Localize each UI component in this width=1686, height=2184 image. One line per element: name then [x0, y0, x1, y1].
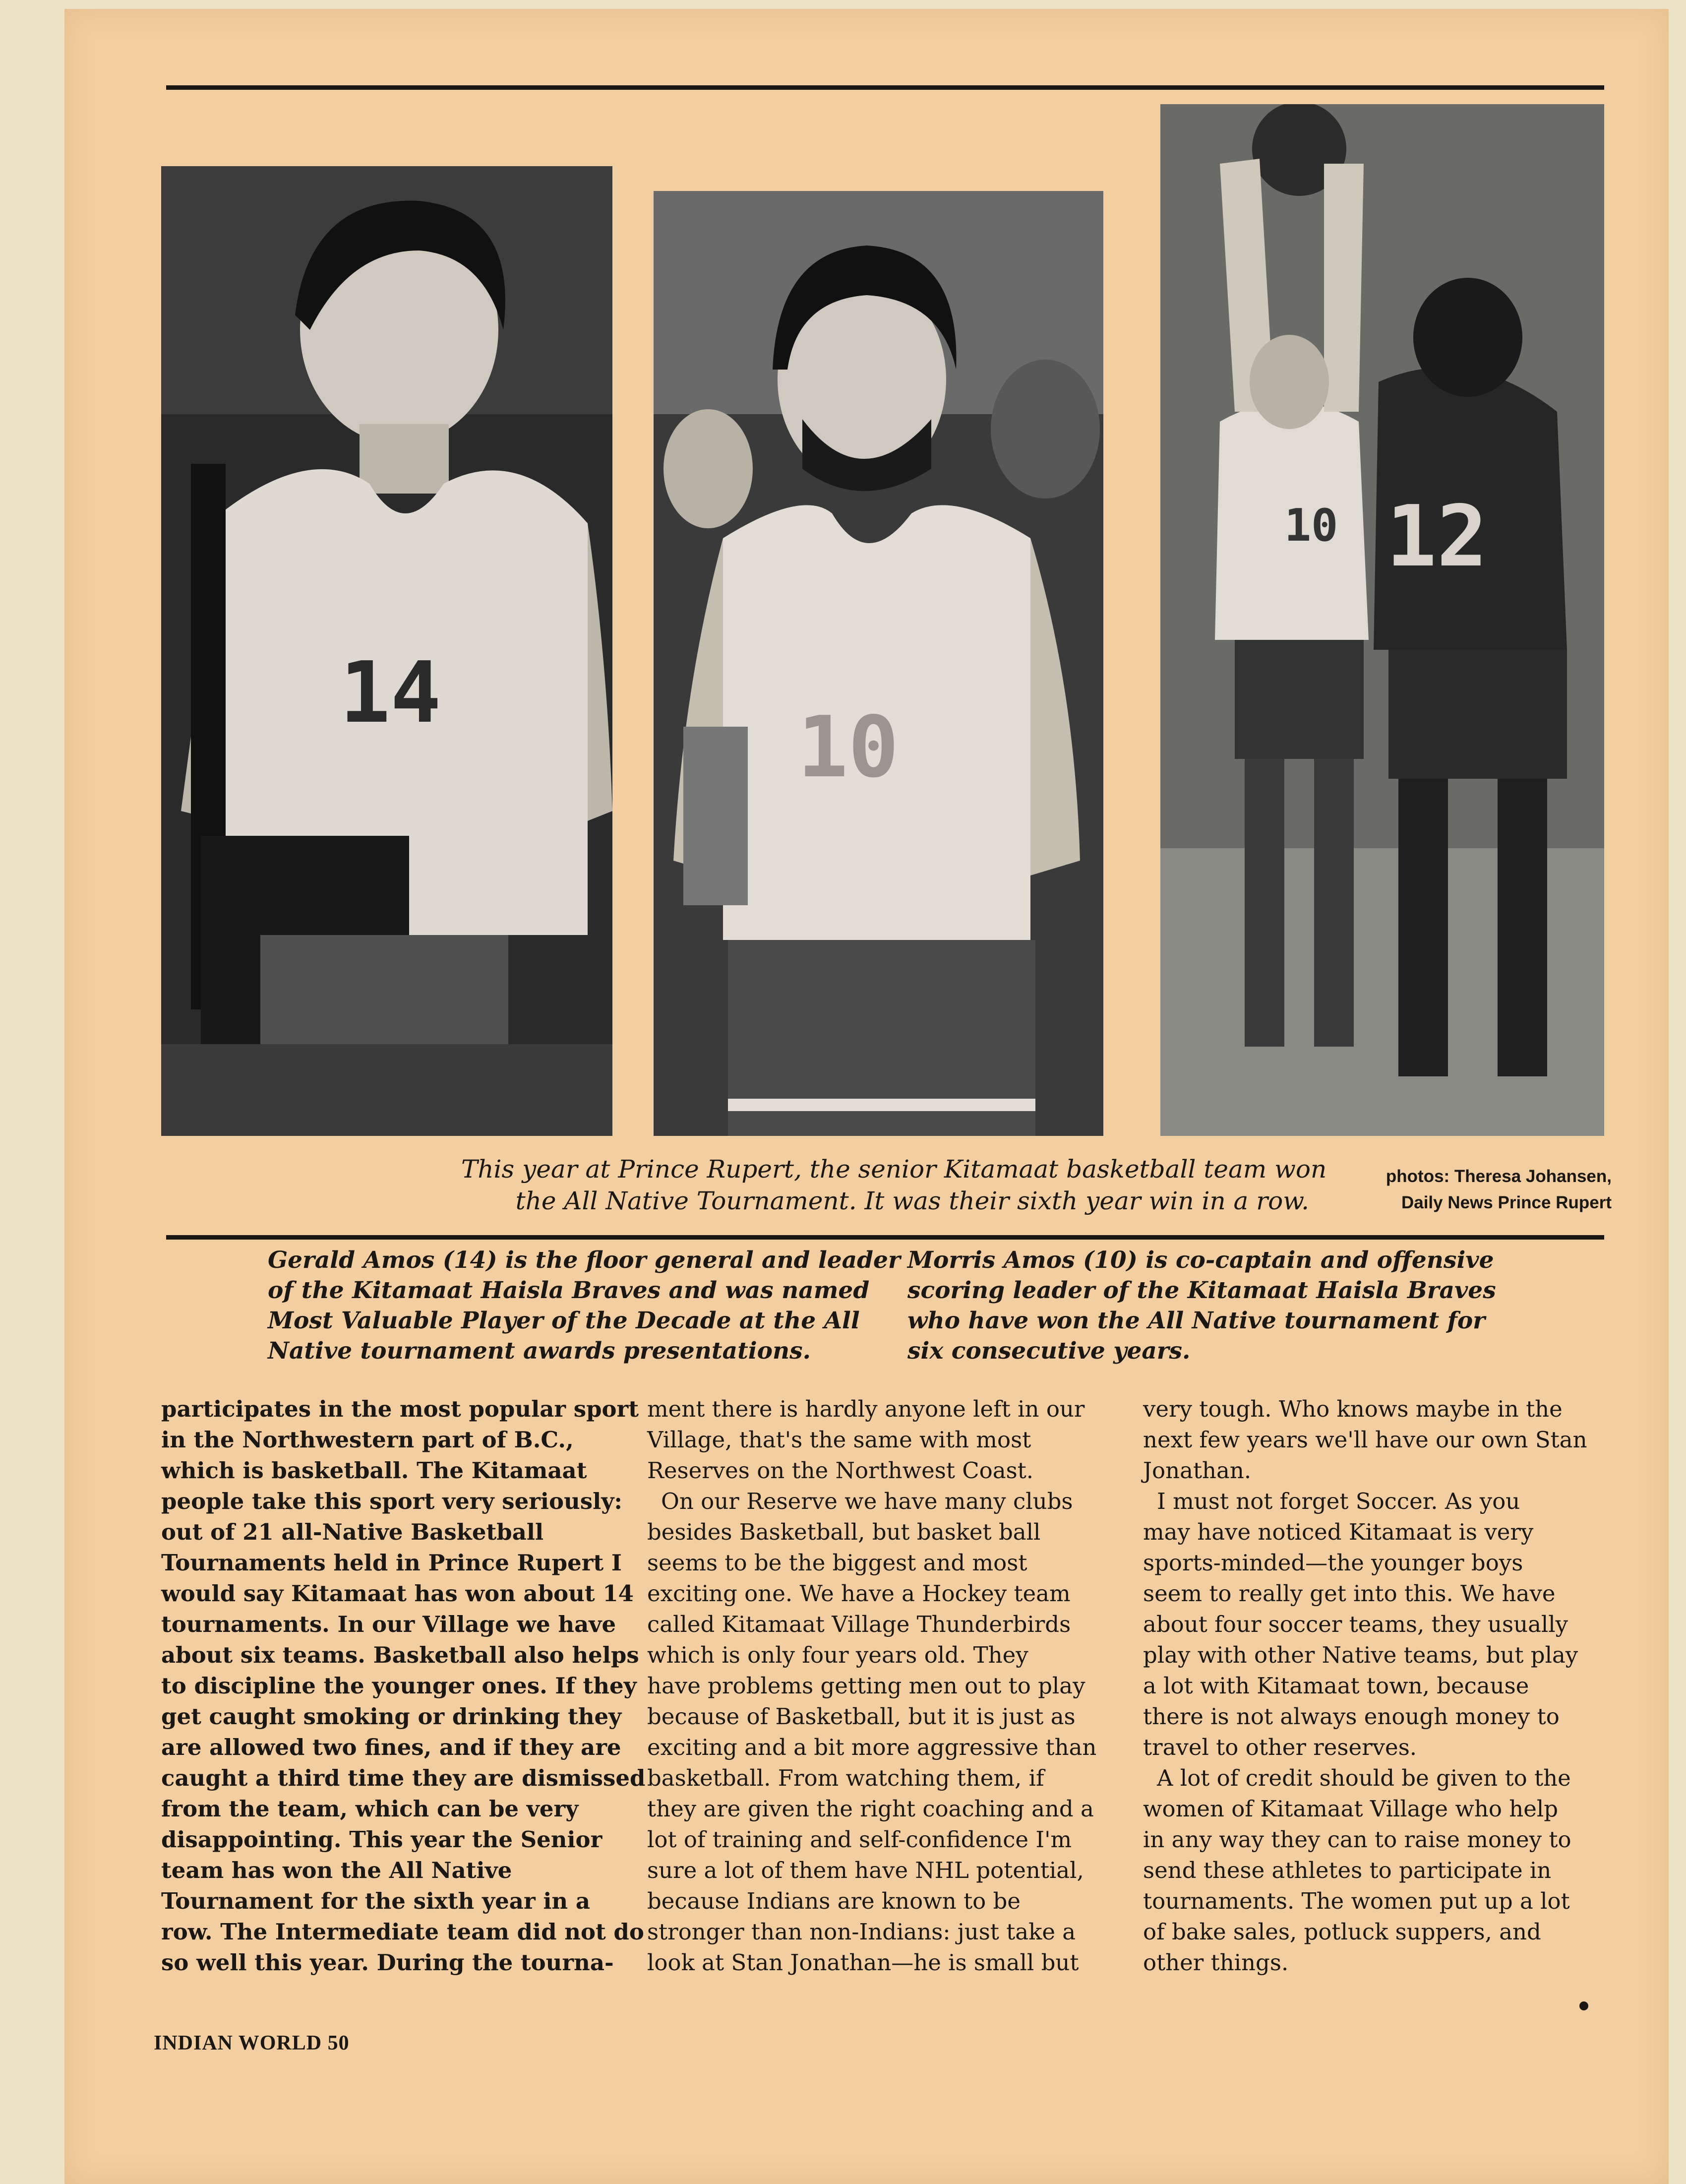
text-line: so well this year. During the tourna- — [161, 1949, 614, 1976]
jersey-number: 10 — [797, 698, 899, 797]
photo-2-graphic — [654, 191, 1103, 1136]
text-line: exciting and a bit more aggressive than — [647, 1734, 1097, 1760]
text-line: travel to other reserves. — [1143, 1734, 1417, 1760]
caption-line: Most Valuable Player of the Decade at the All — [268, 1307, 860, 1334]
text-line: called Kitamaat Village Thunderbirds — [647, 1611, 1071, 1637]
text-line: people take this sport very seriously: — [161, 1488, 622, 1514]
photo-credit — [1334, 1163, 1612, 1216]
text-line: tournaments. In our Village we have — [161, 1611, 616, 1637]
text-line: are allowed two fines, and if they are — [161, 1734, 621, 1760]
article-column-3 — [1143, 1394, 1594, 1978]
text-line: caught a third time they are dismissed — [161, 1765, 646, 1791]
text-line: Tournaments held in Prince Rupert I — [161, 1550, 622, 1576]
text-line: in the Northwestern part of B.C., — [161, 1427, 574, 1453]
photo-morris-amos — [654, 191, 1103, 1136]
text-line: because of Basketball, but it is just as — [647, 1703, 1076, 1730]
photo-3-graphic — [1160, 104, 1604, 1136]
text-line: in any way they can to raise money to — [1143, 1826, 1571, 1853]
caption-line: six consecutive years. — [907, 1337, 1191, 1365]
text-line: to discipline the younger ones. If they — [161, 1673, 637, 1699]
caption-line: Gerald Amos (14) is the floor general and leader — [268, 1247, 901, 1274]
text-line: seem to really get into this. We have — [1143, 1580, 1556, 1607]
caption-line: scoring leader of the Kitamaat Haisla Braves — [907, 1277, 1496, 1304]
main-photo-caption — [461, 1153, 1327, 1217]
text-line: other things. — [1143, 1949, 1289, 1976]
caption-line: the All Native Tournament. It was their sixth year win in a row. — [515, 1186, 1309, 1215]
caption-line: This year at Prince Rupert, the senior Kitamaat basketball team won — [461, 1155, 1327, 1184]
photo-game-action — [1160, 104, 1604, 1136]
text-line: look at Stan Jonathan—he is small but — [647, 1949, 1079, 1976]
text-line: Jonathan. — [1143, 1457, 1252, 1484]
text-line: sure a lot of them have NHL potential, — [647, 1857, 1084, 1883]
text-line: very tough. Who knows maybe in the — [1143, 1396, 1563, 1422]
text-line: participates in the most popular sport — [161, 1396, 639, 1422]
text-line: play with other Native teams, but play — [1143, 1642, 1578, 1668]
article-column-2 — [647, 1394, 1096, 1978]
text-line: a lot with Kitamaat town, because — [1143, 1673, 1529, 1699]
text-line: stronger than non-Indians: just take a — [647, 1919, 1076, 1945]
jersey-number-white: 10 — [1284, 499, 1338, 552]
caption-line: Native tournament awards presentations. — [268, 1337, 811, 1365]
credit-line: photos: Theresa Johansen, — [1385, 1167, 1612, 1186]
caption-line: Morris Amos (10) is co-captain and offensive — [907, 1247, 1494, 1274]
text-line: On our Reserve we have many clubs — [661, 1488, 1073, 1514]
text-line: may have noticed Kitamaat is very — [1143, 1519, 1534, 1545]
text-line: exciting one. We have a Hockey team — [647, 1580, 1071, 1607]
top-rule — [166, 85, 1604, 90]
text-line: about four soccer teams, they usually — [1143, 1611, 1568, 1637]
text-line: Reserves on the Northwest Coast. — [647, 1457, 1034, 1484]
jersey-number-dark: 12 — [1386, 488, 1488, 586]
text-line: sports-minded—the younger boys — [1143, 1550, 1523, 1576]
text-line: disappointing. This year the Senior — [161, 1826, 602, 1853]
text-line: out of 21 all-Native Basketball — [161, 1519, 544, 1545]
middle-rule — [166, 1235, 1604, 1240]
text-line: row. The Intermediate team did not do — [161, 1919, 644, 1945]
text-line: they are given the right coaching and a — [647, 1796, 1094, 1822]
text-line: tournaments. The women put up a lot — [1143, 1888, 1570, 1914]
text-line: next few years we'll have our own Stan — [1143, 1427, 1587, 1453]
photo-1-graphic — [161, 166, 612, 1136]
photo-gerald-amos — [161, 166, 612, 1136]
article-column-1 — [161, 1394, 646, 1978]
text-line: would say Kitamaat has won about 14 — [161, 1580, 634, 1607]
jersey-number: 14 — [340, 644, 441, 742]
caption-gerald-amos — [268, 1245, 901, 1366]
text-line: from the team, which can be very — [161, 1796, 579, 1822]
text-line: A lot of credit should be given to the — [1157, 1765, 1571, 1791]
caption-line: who have won the All Native tournament for — [907, 1307, 1485, 1334]
end-bullet — [1579, 2001, 1588, 2010]
text-line: there is not always enough money to — [1143, 1703, 1560, 1730]
text-line: I must not forget Soccer. As you — [1157, 1488, 1520, 1514]
text-line: which is basketball. The Kitamaat — [161, 1457, 587, 1484]
credit-line: Daily News Prince Rupert — [1401, 1193, 1612, 1212]
text-line: which is only four years old. They — [647, 1642, 1028, 1668]
text-line: team has won the All Native — [161, 1857, 512, 1883]
text-line: besides Basketball, but basket ball — [647, 1519, 1041, 1545]
text-line: women of Kitamaat Village who help — [1143, 1796, 1559, 1822]
text-line: ment there is hardly anyone left in our — [647, 1396, 1085, 1422]
text-line: get caught smoking or drinking they — [161, 1703, 622, 1730]
text-line: Village, that's the same with most — [647, 1427, 1031, 1453]
text-line: have problems getting men out to play — [647, 1673, 1085, 1699]
text-line: lot of training and self-confidence I'm — [647, 1826, 1072, 1853]
text-line: of bake sales, potluck suppers, and — [1143, 1919, 1541, 1945]
text-line: seems to be the biggest and most — [647, 1550, 1027, 1576]
text-line: Tournament for the sixth year in a — [161, 1888, 590, 1914]
text-line: send these athletes to participate in — [1143, 1857, 1552, 1883]
text-line: about six teams. Basketball also helps — [161, 1642, 639, 1668]
page-footer: INDIAN WORLD 50 — [154, 2032, 350, 2055]
caption-morris-amos — [907, 1245, 1522, 1366]
text-line: because Indians are known to be — [647, 1888, 1021, 1914]
caption-line: of the Kitamaat Haisla Braves and was named — [268, 1277, 870, 1304]
text-line: basketball. From watching them, if — [647, 1765, 1044, 1791]
